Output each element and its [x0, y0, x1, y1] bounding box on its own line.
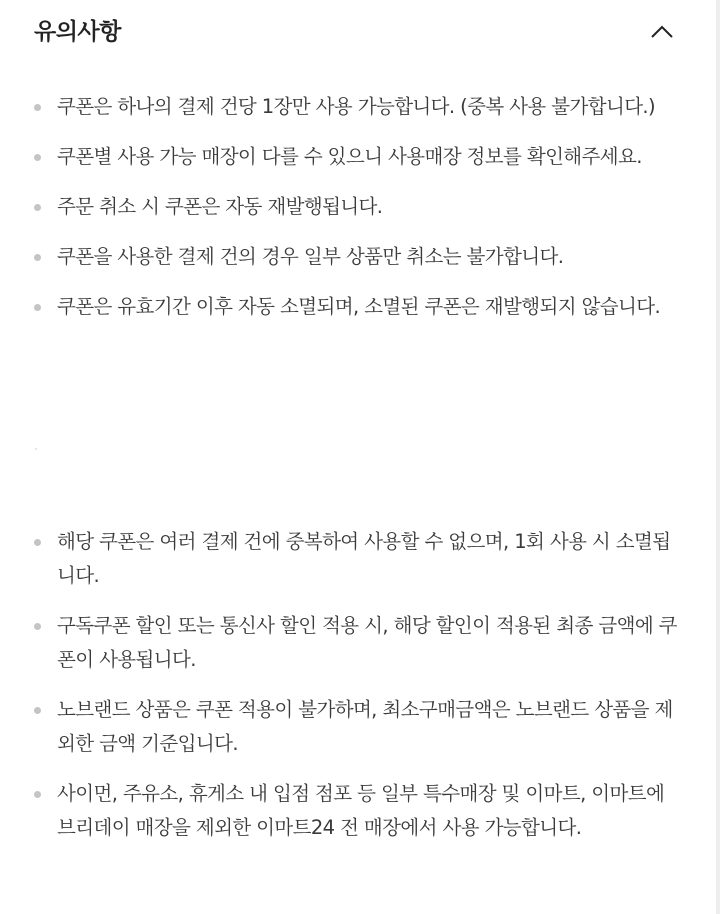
section-title: 유의사항 — [34, 19, 121, 45]
collapse-toggle-button[interactable] — [640, 14, 684, 50]
divider-dot — [35, 448, 37, 450]
notice-text: 쿠폰은 유효기간 이후 자동 소멸되며, 소멸된 쿠폰은 재발행되지 않습니다. — [57, 295, 661, 318]
bullet-icon — [34, 154, 41, 161]
bullet-icon — [34, 254, 41, 261]
bullet-icon — [34, 104, 41, 111]
notice-item — [0, 190, 720, 224]
notice-text: 쿠폰을 사용한 결제 건의 경우 일부 상품만 취소는 불가합니다. — [57, 245, 564, 268]
notice-item — [0, 240, 720, 274]
notice-item — [0, 140, 720, 174]
notice-list-primary — [0, 90, 720, 340]
chevron-up-icon — [650, 24, 674, 40]
bullet-icon — [34, 204, 41, 211]
notice-text: 구독쿠폰 할인 또는 통신사 할인 적용 시, 해당 할인이 적용된 최종 금액에 쿠폰이 사용됩니다. — [57, 614, 677, 671]
notice-item — [0, 90, 720, 124]
bullet-icon — [34, 539, 41, 546]
notice-item — [0, 777, 720, 845]
notice-list-secondary — [0, 525, 720, 861]
bullet-icon — [34, 304, 41, 311]
notice-text: 해당 쿠폰은 여러 결제 건에 중복하여 사용할 수 없으며, 1회 사용 시 소멸됩니다. — [57, 530, 671, 587]
notice-item — [0, 290, 720, 324]
scroll-edge — [716, 0, 720, 914]
notice-text: 쿠폰별 사용 가능 매장이 다를 수 있으니 사용매장 정보를 확인해주세요. — [57, 145, 642, 168]
bullet-icon — [34, 791, 41, 798]
notice-text: 쿠폰은 하나의 결제 건당 1장만 사용 가능합니다. (중복 사용 불가합니다.) — [57, 95, 656, 118]
notice-text: 노브랜드 상품은 쿠폰 적용이 불가하며, 최소구매금액은 노브랜드 상품을 제외한 금액 기준입니다. — [57, 698, 673, 755]
bullet-icon — [34, 623, 41, 630]
notice-header[interactable] — [0, 0, 720, 64]
notice-text: 주문 취소 시 쿠폰은 자동 재발행됩니다. — [57, 195, 383, 218]
notice-item — [0, 609, 720, 677]
notice-item — [0, 525, 720, 593]
notice-text: 사이먼, 주유소, 휴게소 내 입점 점포 등 일부 특수매장 및 이마트, 이마트에브리데이 매장을 제외한 이마트24 전 매장에서 사용 가능합니다. — [57, 782, 665, 839]
bullet-icon — [34, 707, 41, 714]
notice-item — [0, 693, 720, 761]
